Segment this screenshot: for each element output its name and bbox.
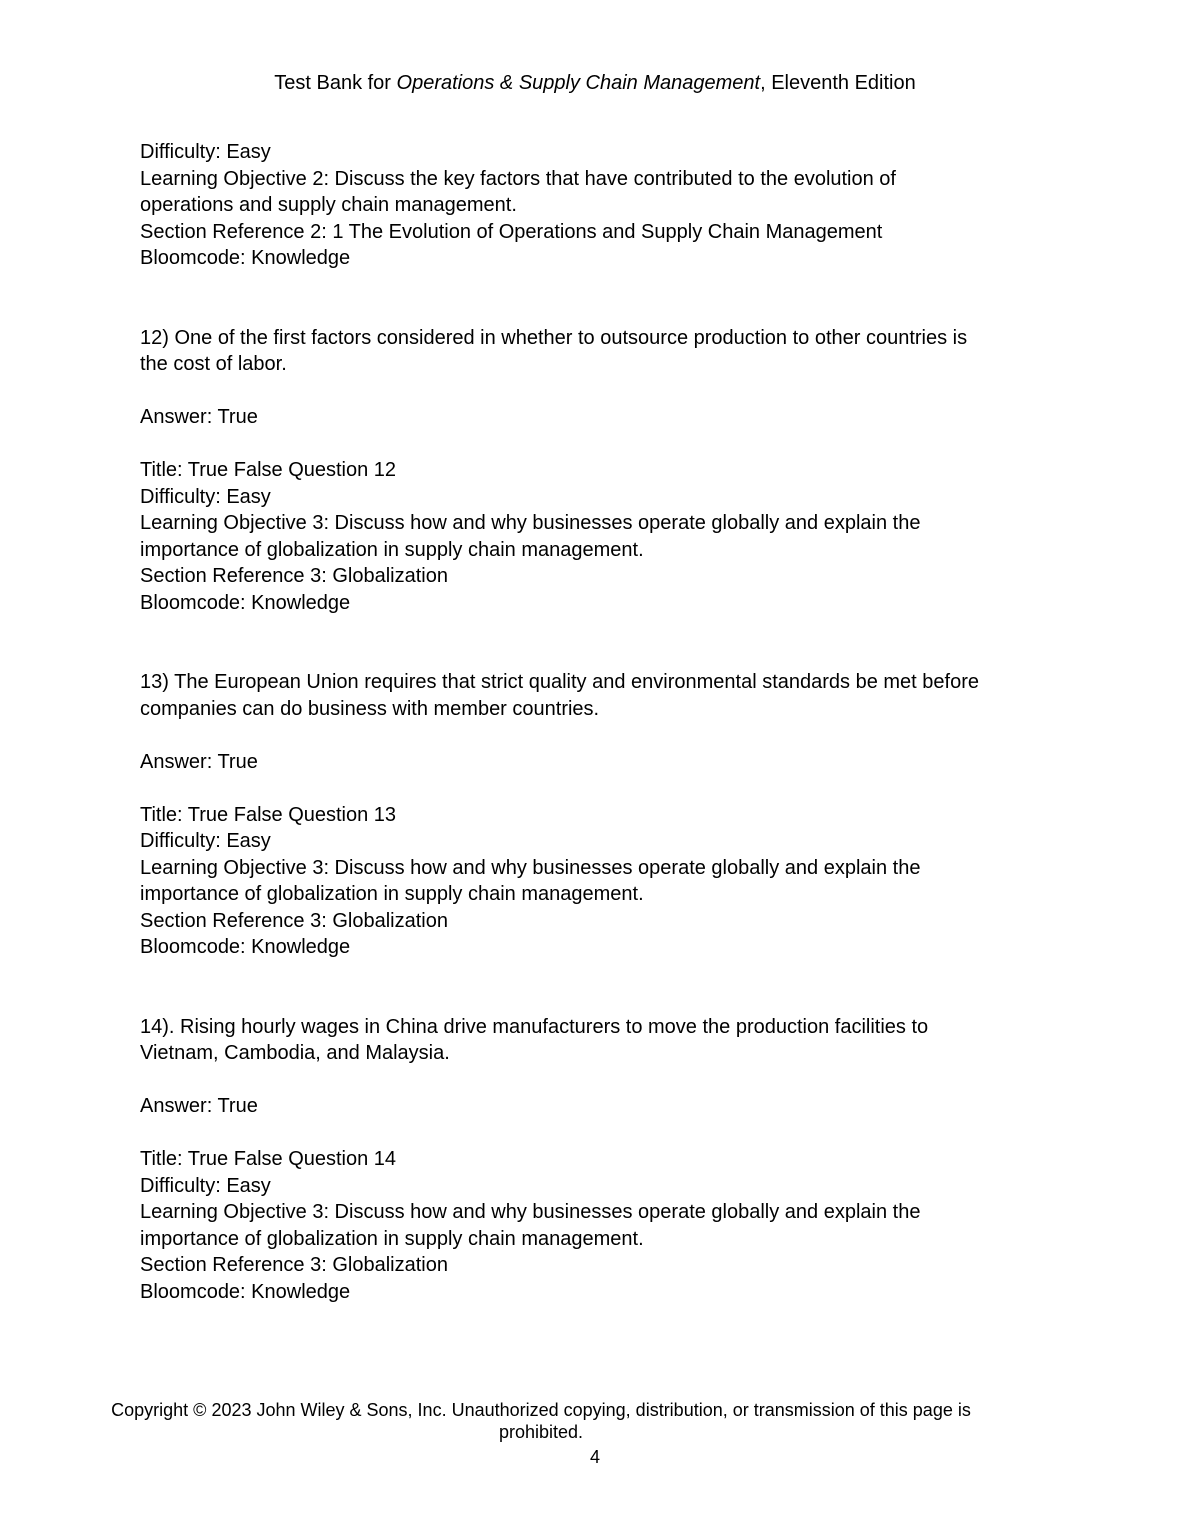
question-text-cont: companies can do business with member countries. <box>140 697 600 720</box>
question-title: Title: True False Question 14 <box>140 1148 397 1170</box>
bloomcode-text: Bloomcode: Knowledge <box>140 1280 351 1303</box>
question-block-12 <box>140 325 1050 617</box>
copyright-text: Copyright © 2023 John Wiley & Sons, Inc. Unauthorized copying, distribution, or transmission of this page is <box>111 1400 971 1420</box>
difficulty-text: Difficulty: Easy <box>140 1174 271 1197</box>
section-reference-text: Section Reference 3: Globalization <box>140 565 448 587</box>
section-reference-text: Section Reference 3: Globalization <box>140 1254 448 1276</box>
question-text: 14). Rising hourly wages in China drive manufacturers to move the production facilities to <box>140 1015 929 1038</box>
answer-text: Answer: True <box>140 406 258 428</box>
difficulty-text: Difficulty: Easy <box>140 141 271 163</box>
section-reference-text: Section Reference 2: 1 The Evolution of Operations and Supply Chain Management <box>140 220 883 243</box>
answer-text: Answer: True <box>140 750 258 773</box>
running-header <box>0 70 1190 96</box>
learning-objective-text: Learning Objective 3: Discuss how and why businesses operate globally and explain the <box>140 856 921 879</box>
learning-objective-text: Learning Objective 2: Discuss the key factors that have contributed to the evolution of <box>140 167 896 190</box>
learning-objective-text-cont: importance of globalization in supply chain management. <box>140 1227 644 1250</box>
bloomcode-text: Bloomcode: Knowledge <box>140 936 351 958</box>
document-body <box>140 139 1050 1305</box>
learning-objective-text-cont: importance of globalization in supply chain management. <box>140 883 644 905</box>
learning-objective-text-cont: operations and supply chain management. <box>140 194 517 216</box>
page-number: 4 <box>589 1447 600 1467</box>
answer-text: Answer: True <box>140 1095 258 1117</box>
learning-objective-text: Learning Objective 3: Discuss how and why businesses operate globally and explain the <box>140 512 921 534</box>
question-text: 13) The European Union requires that strict quality and environmental standards be met before <box>140 671 980 693</box>
question-text-cont: Vietnam, Cambodia, and Malaysia. <box>140 1042 450 1064</box>
question-title: Title: True False Question 12 <box>140 459 397 481</box>
header-book-title: Operations & Supply Chain Management <box>396 72 761 94</box>
copyright-text-cont: prohibited. <box>498 1422 584 1442</box>
difficulty-text: Difficulty: Easy <box>140 485 271 508</box>
copyright-footer <box>60 1399 1022 1443</box>
question-text-cont: the cost of labor. <box>140 353 287 375</box>
question-block-13 <box>140 669 1050 961</box>
bloomcode-text: Bloomcode: Knowledge <box>140 591 351 614</box>
difficulty-text: Difficulty: Easy <box>140 830 271 852</box>
learning-objective-text: Learning Objective 3: Discuss how and why businesses operate globally and explain the <box>140 1201 921 1223</box>
question-title: Title: True False Question 13 <box>140 803 397 826</box>
header-prefix: Test Bank for <box>274 72 397 94</box>
question-text: 12) One of the first factors considered in whether to outsource production to other countries is <box>140 326 968 349</box>
previous-question-metadata <box>140 139 1050 272</box>
header-suffix: , Eleventh Edition <box>760 72 916 94</box>
section-reference-text: Section Reference 3: Globalization <box>140 909 448 932</box>
learning-objective-text-cont: importance of globalization in supply chain management. <box>140 538 644 561</box>
question-block-14 <box>140 1014 1050 1306</box>
bloomcode-text: Bloomcode: Knowledge <box>140 247 351 269</box>
